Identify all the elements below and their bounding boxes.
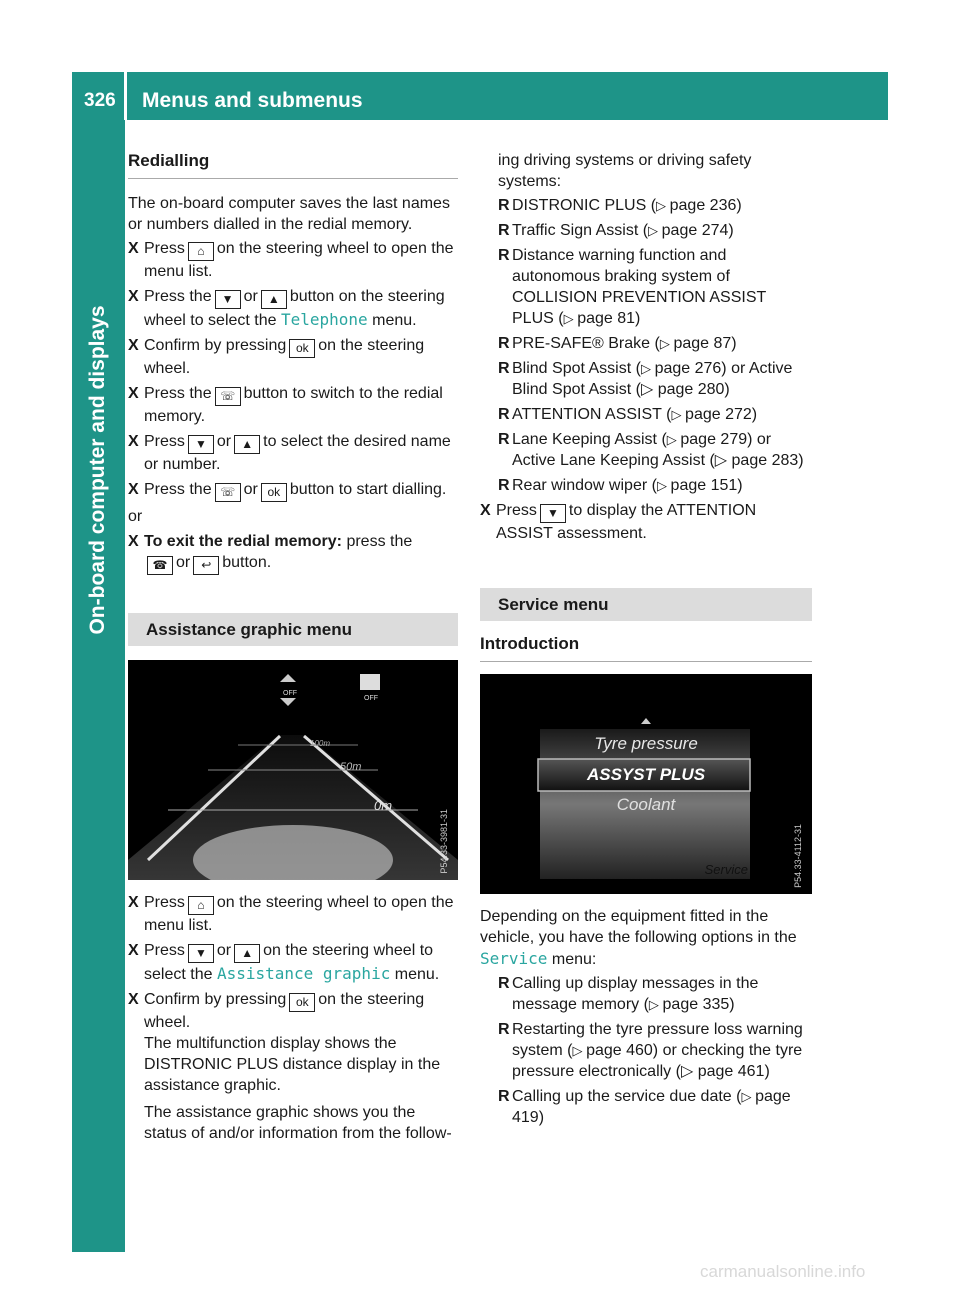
assist-label: OFF xyxy=(364,695,378,702)
bullet-item: R ATTENTION ASSIST (▷ page 272) xyxy=(498,406,758,423)
bullet-marker: R xyxy=(498,197,510,214)
bullet-marker: R xyxy=(498,247,510,264)
header-divider xyxy=(124,72,127,120)
step-3: X Confirm by pressing ok on the steering wheel. xyxy=(128,337,425,377)
up-key-icon: ▲ xyxy=(261,290,287,309)
assist-paragraph: The assistance graphic shows you the status of and/or information from the follow- xyxy=(144,1104,452,1142)
step-marker: X xyxy=(128,337,139,354)
service-menu-item: Coolant xyxy=(616,795,676,814)
page-ref-icon: ▷ xyxy=(648,997,663,1012)
assistance-graphic-heading: Assistance graphic menu xyxy=(128,613,458,646)
option-item: R Calling up the service due date (▷ page 419) xyxy=(498,1088,791,1126)
assist-step-3: X Confirm by pressing ok on the steering wheel. The multifunction display shows the DISTRONIC PLUS distance display in the assistance graphic. The assistance graphic shows you the status of and/or information from the follow- xyxy=(128,989,458,1144)
bullet-item: R Traffic Sign Assist (▷ page 274) xyxy=(498,222,734,239)
page-ref-icon: ▷ xyxy=(640,361,655,376)
bullet-marker: R xyxy=(498,335,510,352)
telephone-menu-label: Telephone xyxy=(280,310,368,329)
bullet-item: R Lane Keeping Assist (▷ page 279) or Active Lane Keeping Assist (▷ page 283) xyxy=(498,431,804,469)
bullet-item: R Blind Spot Assist (▷ page 276) or Active Blind Spot Assist (▷ page 280) xyxy=(498,360,793,398)
page-title: Menus and submenus xyxy=(142,89,363,112)
page-number: 326 xyxy=(84,90,116,111)
down-key-icon: ▼ xyxy=(188,944,214,963)
ok-key-icon: ok xyxy=(261,483,287,502)
home-key-icon: ⌂ xyxy=(188,242,214,261)
service-menu-image xyxy=(480,674,812,894)
introduction-heading: Introduction xyxy=(480,633,812,662)
up-key-icon: ▲ xyxy=(234,944,260,963)
step-marker: X xyxy=(128,481,139,498)
page-ref-icon: ▷ xyxy=(656,478,671,493)
hangup-key-icon: ☎ xyxy=(147,556,173,575)
bullet-item: R Distance warning function and autonomous braking system of COLLISION PREVENTION ASSIST PLUS (▷ page 81) xyxy=(498,247,766,327)
page-ref-icon: ▷ xyxy=(671,407,686,422)
step-1: X Press ⌂ on the steering wheel to open the menu list. xyxy=(128,240,454,280)
bullet-marker: R xyxy=(498,1021,510,1038)
step-7: X To exit the redial memory: press the ☎ or ↩ button. xyxy=(128,531,458,575)
bullet-marker: R xyxy=(498,360,510,377)
page-ref-icon: ▷ xyxy=(563,311,578,326)
image-code: P54.33-3981-31 xyxy=(439,809,449,874)
step-marker: X xyxy=(128,533,139,550)
step-marker: X xyxy=(128,385,139,402)
bullet-marker: R xyxy=(498,431,510,448)
assistance-graphic-menu-label: Assistance graphic xyxy=(216,964,391,983)
page-ref-icon: ▷ xyxy=(648,223,662,238)
page-ref-icon: ▷ xyxy=(659,336,674,351)
attention-step: X Press ▼ to display the ATTENTION ASSIST assessment. xyxy=(480,502,757,542)
bullet-marker: R xyxy=(498,222,510,239)
assistance-graphic-image xyxy=(128,660,458,880)
service-menu-heading: Service menu xyxy=(480,588,812,621)
assist-label: 50m xyxy=(340,761,362,773)
step-marker: X xyxy=(480,502,491,519)
step-marker: X xyxy=(128,433,139,450)
assist-step-1: X Press ⌂ on the steering wheel to open the menu list. xyxy=(128,894,454,934)
option-item: R Calling up display messages in the message memory (▷ page 335) xyxy=(498,975,759,1013)
bullet-item: R PRE-SAFE® Brake (▷ page 87) xyxy=(498,335,737,352)
assist-label: 0m xyxy=(374,798,393,813)
redialling-intro: The on-board computer saves the last names or numbers dialled in the redial memory. xyxy=(128,195,450,233)
service-display-graphic xyxy=(480,674,812,894)
step-marker: X xyxy=(128,991,139,1008)
road-display-graphic xyxy=(128,660,458,880)
side-tab xyxy=(72,120,125,1252)
bullet-marker: R xyxy=(498,406,510,423)
header-bar xyxy=(72,72,888,120)
ok-key-icon: ok xyxy=(289,339,315,358)
step-marker: X xyxy=(128,240,139,257)
redialling-heading: Redialling xyxy=(128,150,458,179)
assist-label: OFF xyxy=(283,690,297,697)
up-key-icon: ▲ xyxy=(234,435,260,454)
left-column xyxy=(128,150,458,1148)
service-menu-item: ASSYST PLUS xyxy=(586,765,706,784)
continued-text: ing driving systems or driving safety systems: xyxy=(498,152,752,190)
service-menu-item: Tyre pressure xyxy=(594,734,698,753)
page-ref-icon: ▷ xyxy=(741,1089,756,1104)
service-menu-label: Service xyxy=(480,949,548,968)
assist-step-2: X Press ▼ or ▲ on the steering wheel to select the Assistance graphic menu. xyxy=(128,942,440,983)
footer-watermark: carmanualsonline.info xyxy=(700,1262,866,1281)
bullet-marker: R xyxy=(498,975,510,992)
step-5: X Press ▼ or ▲ to select the desired name or number. xyxy=(128,433,451,473)
step-2: X Press the ▼ or ▲ button on the steering wheel to select the Telephone menu. xyxy=(128,288,445,329)
ok-key-icon: ok xyxy=(289,993,315,1012)
back-key-icon: ↩ xyxy=(193,556,219,575)
bullet-marker: R xyxy=(498,1088,510,1105)
step-6: X Press the ☏ or ok button to start dialling. xyxy=(128,479,458,502)
home-key-icon: ⌂ xyxy=(188,896,214,915)
page-ref-icon: ▷ xyxy=(656,198,670,213)
step-marker: X xyxy=(128,288,139,305)
bullet-item: R Rear window wiper (▷ page 151) xyxy=(498,477,743,494)
down-key-icon: ▼ xyxy=(188,435,214,454)
step-marker: X xyxy=(128,942,139,959)
bullet-item: R DISTRONIC PLUS (▷ page 236) xyxy=(498,197,742,214)
service-footer-label: Service xyxy=(704,862,748,877)
down-key-icon: ▼ xyxy=(540,504,566,523)
phone-key-icon: ☏ xyxy=(215,387,241,406)
bullet-marker: R xyxy=(498,477,510,494)
image-code: P54.33-4112-31 xyxy=(793,824,803,888)
option-item: R Restarting the tyre pressure loss warning system (▷ page 460) or checking the tyre pressure electronically (▷ page 461) xyxy=(498,1021,803,1080)
assist-label: 100m xyxy=(310,739,331,748)
page-ref-icon: ▷ xyxy=(572,1043,587,1058)
assist-paragraph: The multifunction display shows the DISTRONIC PLUS distance display in the assistance graphic. xyxy=(144,1035,441,1094)
right-column xyxy=(480,150,812,1132)
side-tab-label: On-board computer and displays xyxy=(86,305,109,635)
phone-key-icon: ☏ xyxy=(215,483,241,502)
step-marker: X xyxy=(128,894,139,911)
service-paragraph: Depending on the equipment fitted in the vehicle, you have the following options in the Service menu: xyxy=(480,908,797,968)
or-text: or xyxy=(128,508,143,525)
step-4: X Press the ☏ button to switch to the redial memory. xyxy=(128,385,443,425)
page-ref-icon: ▷ xyxy=(666,432,681,447)
down-key-icon: ▼ xyxy=(215,290,241,309)
